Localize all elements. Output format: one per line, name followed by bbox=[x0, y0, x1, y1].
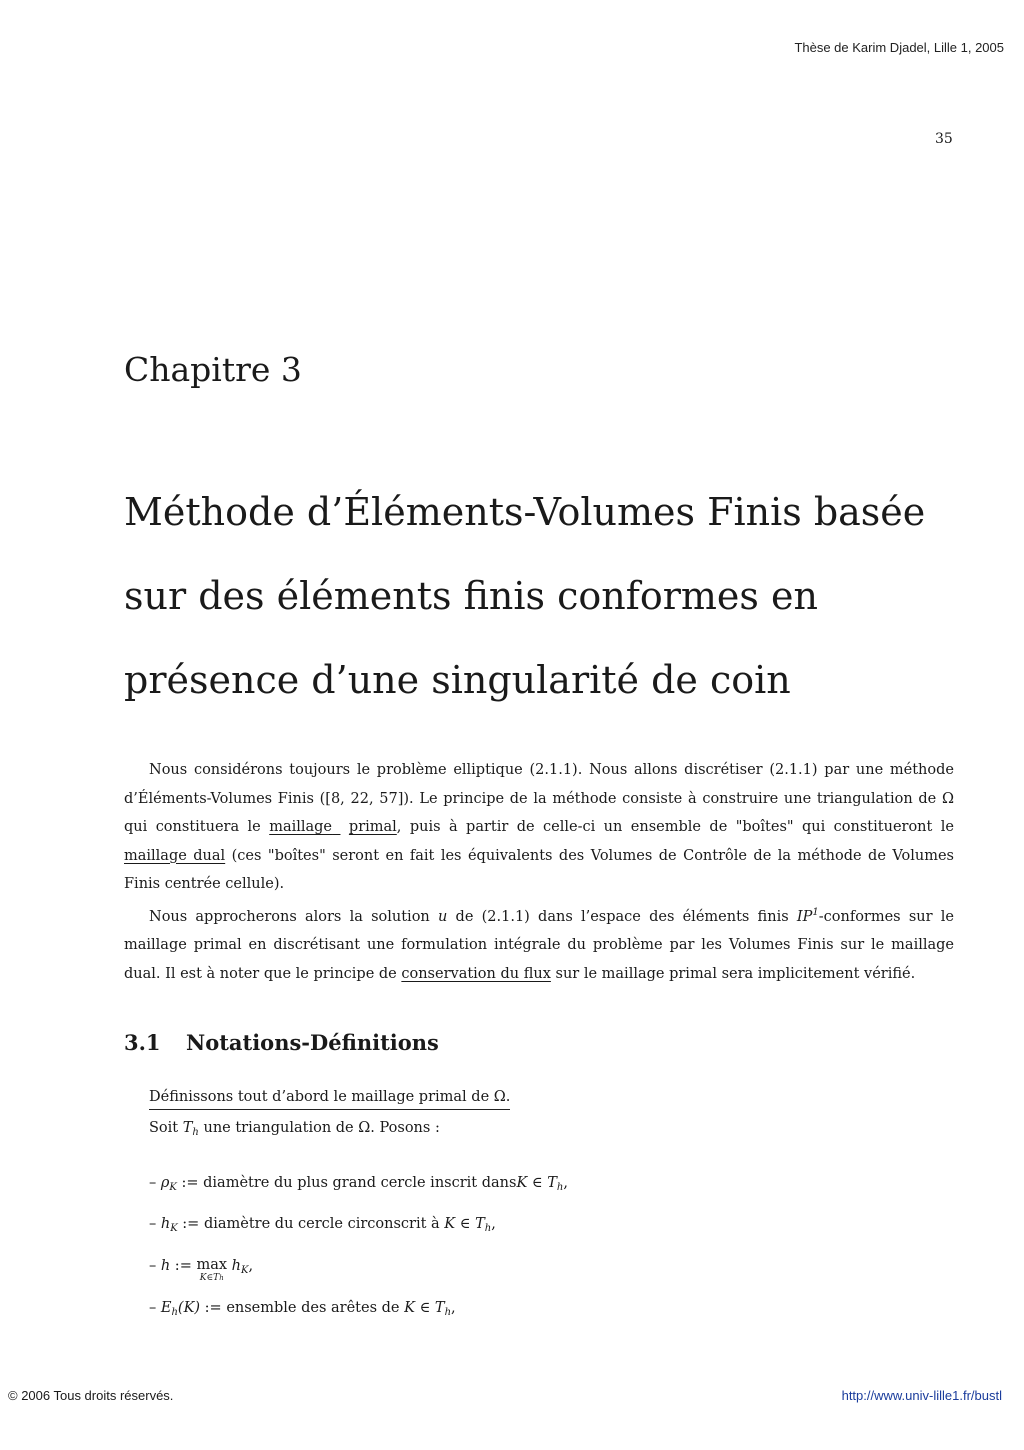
paragraph-1-text-c: (ces "boîtes" seront en fait les équivalents des Volumes de Contrôle de la méthode de Volumes Finis centrée cellule). bbox=[124, 847, 954, 892]
math-arg: (K) bbox=[177, 1300, 201, 1316]
list-item-edges bbox=[149, 1300, 456, 1318]
math-subscript: h bbox=[556, 1182, 564, 1193]
definition-block bbox=[149, 1083, 510, 1147]
soit-text-a: Soit bbox=[149, 1119, 183, 1136]
math-max-under-sub: h bbox=[219, 1274, 224, 1282]
math-assign: := bbox=[170, 1258, 197, 1274]
term-maillage: maillage bbox=[269, 819, 333, 835]
item-end: , bbox=[248, 1258, 254, 1274]
chapter-title bbox=[124, 470, 964, 722]
math-rho: ρ bbox=[160, 1175, 170, 1191]
math-in: ∈ bbox=[527, 1175, 548, 1191]
term-primal: primal bbox=[348, 819, 397, 835]
math-max-under-text: K∈T bbox=[199, 1273, 220, 1283]
math-max: max bbox=[196, 1257, 228, 1273]
math-in: ∈ bbox=[414, 1300, 435, 1316]
soit-text-b: une triangulation de Ω. Posons : bbox=[198, 1119, 440, 1136]
math-E: E bbox=[160, 1300, 172, 1316]
chapter-title-line-1: Méthode d’Éléments-Volumes Finis basée bbox=[124, 490, 926, 534]
item-end: , bbox=[491, 1216, 496, 1232]
math-P-superscript: 1 bbox=[812, 906, 819, 918]
list-item-h-max bbox=[149, 1258, 253, 1283]
section-number: 3.1 bbox=[124, 1030, 161, 1055]
term-maillage-dual: maillage dual bbox=[124, 847, 226, 864]
chapter-label: Chapitre 3 bbox=[124, 350, 302, 389]
math-subscript: h bbox=[484, 1223, 492, 1234]
math-h: h bbox=[160, 1216, 171, 1232]
body-text bbox=[124, 756, 954, 988]
math-h: h bbox=[160, 1258, 171, 1274]
item-dash: – bbox=[149, 1216, 157, 1232]
definition-intro: Définissons tout d’abord le maillage primal de Ω. bbox=[149, 1085, 510, 1110]
thesis-header: Thèse de Karim Djadel, Lille 1, 2005 bbox=[794, 40, 1004, 55]
math-u: u bbox=[437, 908, 448, 925]
math-P-symbol: IP bbox=[796, 908, 813, 925]
list-item-hK bbox=[149, 1216, 496, 1234]
math-K: K bbox=[444, 1216, 456, 1232]
section-title: Notations-Définitions bbox=[186, 1030, 439, 1055]
page-number: 35 bbox=[935, 131, 953, 147]
chapter-title-line-2: sur des éléments finis conformes en bbox=[124, 574, 818, 618]
math-h: h bbox=[231, 1258, 241, 1274]
footer-url-link[interactable]: http://www.univ-lille1.fr/bustl bbox=[841, 1388, 1002, 1403]
definition-soit bbox=[149, 1114, 510, 1148]
item-dash: – bbox=[149, 1175, 157, 1191]
math-K: K bbox=[516, 1175, 528, 1191]
math-subscript: h bbox=[444, 1307, 452, 1318]
item-text: := diamètre du cercle circonscrit à bbox=[177, 1216, 445, 1232]
paragraph-2-text-c: -conformes sur le maillage primal en discrétisant une formulation intégrale du problème par les Volumes Finis sur le maillage dual. Il est à noter que le principe de bbox=[124, 908, 954, 982]
paragraph-1 bbox=[124, 756, 954, 899]
paragraph-2-text-b: de (2.1.1) dans l’espace des éléments finis bbox=[447, 908, 797, 925]
chapter-title-line-3: présence d’une singularité de coin bbox=[124, 658, 791, 702]
paragraph-1-text-b: , puis à partir de celle-ci un ensemble de "boîtes" qui constitueront le bbox=[396, 819, 954, 835]
math-T: T bbox=[547, 1175, 557, 1191]
paragraph-1-text-a: Nous considérons toujours le problème elliptique (2.1.1). Nous allons discrétiser (2.1.1) par une méthode d’Éléments-Volumes Finis ([8, 22, 57]). Le principe de la méthode consiste à construire une triangulation de Ω qui constituera le bbox=[124, 762, 954, 835]
math-K: K bbox=[404, 1300, 415, 1316]
item-dash: – bbox=[149, 1300, 157, 1316]
item-dash: – bbox=[149, 1258, 157, 1274]
item-text: := ensemble des arêtes de bbox=[200, 1300, 405, 1316]
paragraph-2 bbox=[124, 899, 954, 989]
math-T-subscript: h bbox=[192, 1126, 199, 1138]
item-text: := diamètre du plus grand cercle inscrit dans bbox=[176, 1175, 517, 1191]
math-subscript: K bbox=[241, 1265, 249, 1276]
term-conservation-flux: conservation du flux bbox=[401, 965, 551, 982]
math-max-operator bbox=[196, 1258, 227, 1283]
math-T: T bbox=[434, 1300, 445, 1316]
item-end: , bbox=[451, 1300, 456, 1316]
item-end: , bbox=[563, 1175, 568, 1191]
math-T: T bbox=[182, 1119, 193, 1136]
math-in: ∈ bbox=[455, 1216, 476, 1232]
footer-copyright: © 2006 Tous droits réservés. bbox=[8, 1388, 174, 1403]
list-item-rho bbox=[149, 1175, 568, 1193]
math-subscript: K bbox=[170, 1223, 178, 1234]
paragraph-2-text-d: sur le maillage primal sera implicitement vérifié. bbox=[550, 965, 916, 982]
math-T: T bbox=[475, 1216, 485, 1232]
section-heading bbox=[124, 1030, 439, 1055]
math-P1 bbox=[796, 906, 819, 925]
math-max-under bbox=[196, 1273, 227, 1283]
math-subscript: h bbox=[171, 1307, 178, 1318]
math-subscript: K bbox=[169, 1182, 177, 1193]
paragraph-2-text-a: Nous approcherons alors la solution bbox=[149, 908, 438, 925]
